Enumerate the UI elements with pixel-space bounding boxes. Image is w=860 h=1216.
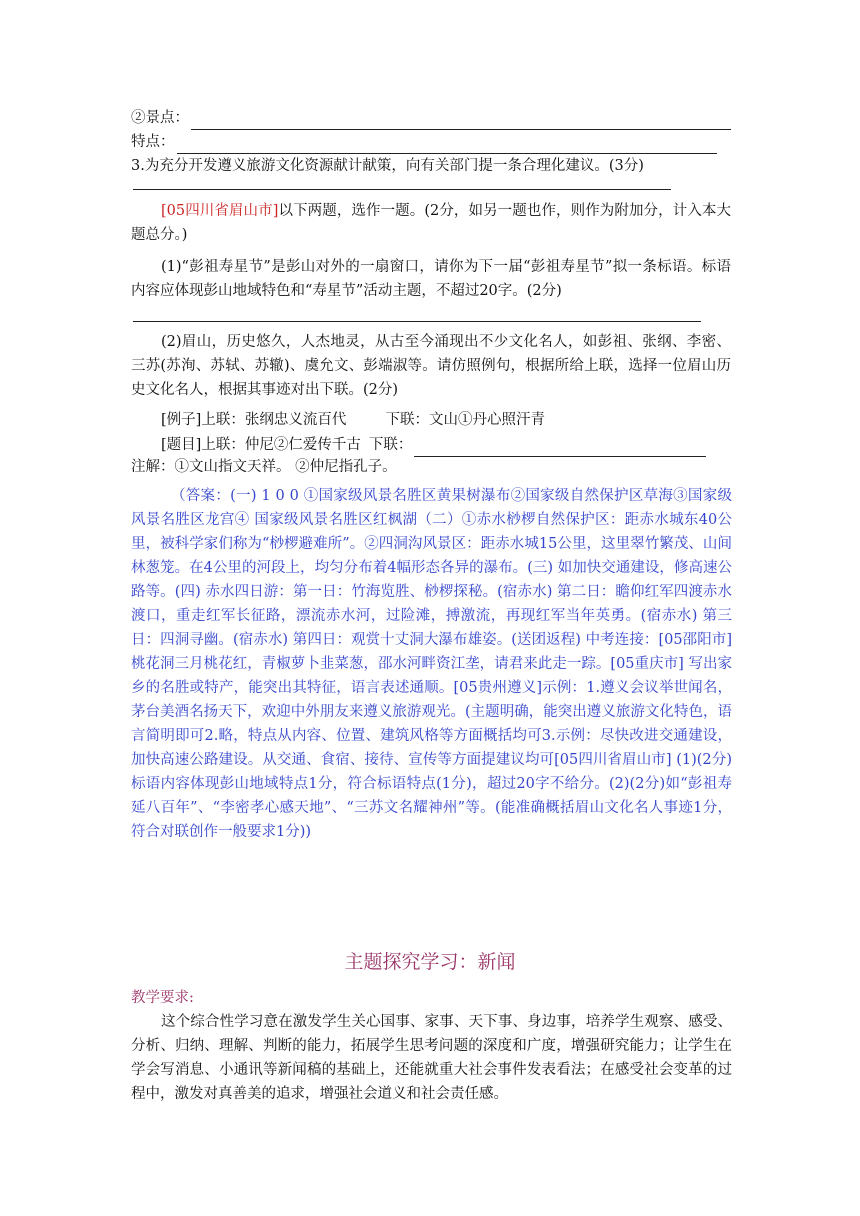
example-couplet — [131, 408, 731, 432]
topic-upper: [题目]上联：仲尼②仁爱传千古 — [161, 437, 361, 453]
meishan-q1: (1)“彭祖寿星节”是彭山对外的一扇窗口，请你为下一届“彭祖寿星节”拟一条标语。标语内容应体现彭山地域特色和“寿星节”活动主题，不超过20字。(2分) — [131, 259, 731, 299]
answer-blank[interactable] — [191, 114, 731, 130]
meishan-intro-text: 以下两题，选作一题。(2分，如另一题也作，则作为附加分，计入本大题总分。) — [131, 203, 731, 243]
q2-feature-label: 特点： — [131, 134, 175, 150]
answer-block: （答案：(一) 1 0 0 ①国家级风景名胜区黄果树瀑布②国家级自然保护区草海③国家级风景名胜区龙宫④ 国家级风景名胜区红枫湖（二）①赤水桫椤自然保护区：距赤水城东40公里，被科学家们称为“桫椤避难所”。②四洞沟风景区：距赤水城15公里，这里翠竹繁茂、山间林葱笼。在4公里的河段上，均匀分布着4幅形态各异的瀑布。(三) 如加快交通建设，修高速公路等。(四) 赤水四日游：第一日：竹海览胜、桫椤探秘。(宿赤水) 第二日：瞻仰红军四渡赤水渡口，重走红军长征路，漂流赤水河，过险滩，搏激流，再现红军当年英勇。(宿赤水) 第三日：四洞寻幽。(宿赤水) 第四日：观赏十丈洞大瀑布雄姿。(送团返程) 中考连接：[05邵阳市] 桃花洞三月桃花红，青椒萝卜韭菜葱，邵水河畔资江垄，请君来此走一踪。[05重庆市] 写出家乡的名胜或特产，能突出其特征，语言表述通顺。[05贵州遵义]示例：1.遵义会议举世闻名，茅台美酒名扬天下，欢迎中外朋友来遵义旅游观光。(主题明确，能突出遵义旅游文化特色，语言简明即可2.略，特点从内容、位置、建筑风格等方面概括均可3.示例：尽快改进交通建设，加快高速公路建设。从交通、食宿、接待、宣传等方面提建议均可[05四川省眉山市] (1)(2分)标语内容体现彭山地域特点1分，符合标语特点(1分)，超过20字不给分。(2)(2分)如“彭祖寿延八百年”、“李密孝心感天地”、“三苏文名耀神州”等。(能准确概括眉山文化名人事迹1分，符合对联创作一般要求1分)) — [131, 488, 732, 840]
q3-text: 3.为充分开发遵义旅游文化资源献计献策，向有关部门提一条合理化建议。(3分) — [131, 158, 644, 174]
example-lower: 下联：文山①丹心照汗青 — [385, 412, 546, 428]
section-title: 主题探究学习：新闻 — [344, 951, 516, 973]
meishan-intro — [131, 199, 731, 247]
teaching-req-label: 教学要求: — [131, 990, 194, 1006]
answer-blank[interactable] — [133, 306, 701, 322]
q2-feature-row — [131, 130, 731, 154]
meishan-q2: (2)眉山，历史悠久，人杰地灵，从古至今涌现出不少文化名人，如彭祖、张纲、李密、三苏(苏洵、苏轼、苏辙)、虞允文、彭端淑等。请仿照例句，根据所给上联，选择一位眉山历史文化名人，根据其事迹对出下联。(2分) — [131, 334, 731, 398]
example-upper: [例子]上联：张纲忠义流百代 — [161, 412, 347, 428]
q2-spot-row — [131, 106, 731, 130]
couplet-note: 注解：①文山指文天祥。 ②仲尼指孔子。 — [131, 459, 397, 475]
topic-couplet — [131, 433, 731, 457]
meishan-tag: [05四川省眉山市] — [161, 203, 279, 219]
teaching-req-text: 这个综合性学习意在激发学生关心国事、家事、天下事、身边事，培养学生观察、感受、分析、归纳、理解、判断的能力，拓展学生思考问题的深度和广度，增强研究能力；让学生在学会写消息、小通讯等新闻稿的基础上，还能就重大社会事件发表看法；在感受社会变革的过程中，激发对真善美的追求，增强社会道义和社会责任感。 — [131, 1014, 732, 1102]
q2-spot-label: ②景点： — [131, 110, 189, 126]
answer-blank[interactable] — [177, 138, 717, 154]
topic-lower: 下联： — [368, 437, 413, 453]
answer-blank[interactable] — [133, 174, 671, 190]
